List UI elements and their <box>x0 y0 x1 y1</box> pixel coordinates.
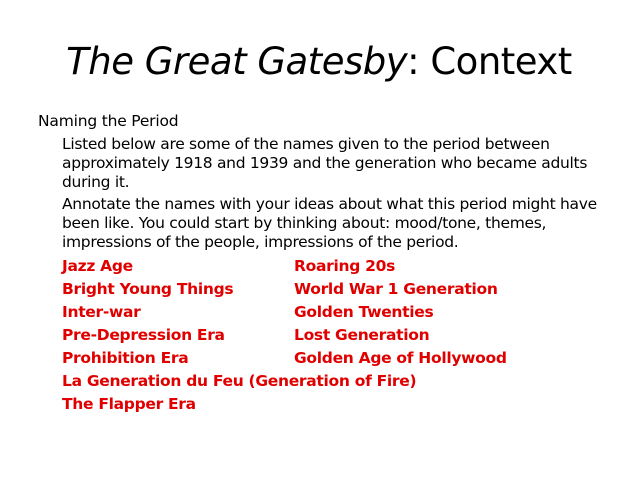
slide-title <box>0 40 638 84</box>
period-name: World War 1 Generation <box>294 280 498 298</box>
name-row <box>62 255 598 278</box>
period-name: Jazz Age <box>62 257 133 275</box>
period-name: Pre-Depression Era <box>62 326 225 344</box>
instruction-paragraph: Annotate the names with your ideas about what this period might have been like. You could start by thinking about: mood/tone, themes, impressions of the people, impressions of the period. <box>62 195 597 251</box>
period-name: Roaring 20s <box>294 257 396 275</box>
period-name: La Generation du Feu (Generation of Fire) <box>62 372 417 390</box>
period-name: Bright Young Things <box>62 280 234 298</box>
period-name: Inter-war <box>62 303 141 321</box>
slide-body <box>38 112 598 416</box>
section-heading: Naming the Period <box>38 112 179 130</box>
name-row <box>62 301 598 324</box>
intro-paragraph: Listed below are some of the names given to the period between approximately 1918 and 1939 and the generation who became adults during it. <box>62 135 588 191</box>
title-suffix: : Context <box>407 40 572 83</box>
period-name: Golden Age of Hollywood <box>294 349 507 367</box>
period-names-list <box>62 255 598 416</box>
period-name: Golden Twenties <box>294 303 434 321</box>
period-name: Lost Generation <box>294 326 430 344</box>
title-book-name: The Great Gatesby <box>66 40 408 83</box>
period-name: Prohibition Era <box>62 349 189 367</box>
name-row <box>62 278 598 301</box>
period-name: The Flapper Era <box>62 395 196 413</box>
name-row <box>62 324 598 347</box>
name-row <box>62 347 598 370</box>
